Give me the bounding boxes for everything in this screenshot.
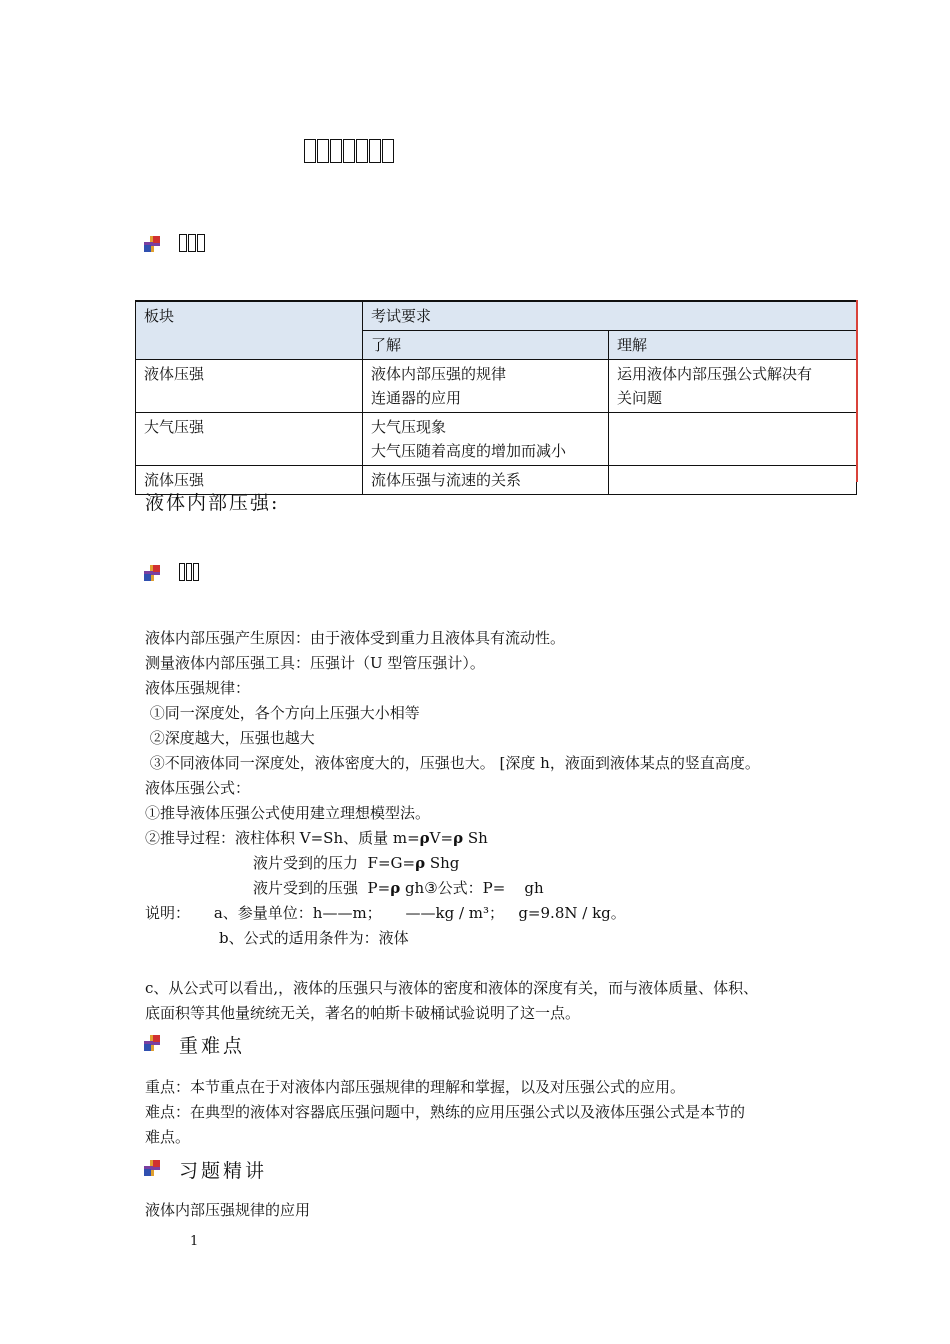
- bullet-icon: [144, 1035, 160, 1051]
- page-number: 1: [190, 1234, 199, 1249]
- section-heading-requirements: [179, 234, 206, 252]
- bullet-icon: [144, 236, 160, 252]
- requirements-table: [135, 300, 857, 495]
- document-title: [304, 139, 395, 163]
- section-heading-exercises: 习题精讲: [179, 1160, 268, 1182]
- bullet-icon: [144, 1160, 160, 1176]
- section-heading-knowledge: [179, 563, 200, 581]
- table-row: 大气压强 大气压现象 大气压随着高度的增加而减小: [136, 413, 857, 466]
- body-line: ②深度越大，压强也越大: [145, 729, 315, 747]
- body-line: 难点。: [145, 1128, 191, 1146]
- col-requirements: 考试要求: [363, 301, 857, 331]
- body-line: 液片受到的压力 F=G=ρ Shg: [253, 854, 460, 872]
- body-line: ③不同液体同一深度处，液体密度大的，压强也大。 [深度 h，液面到液体某点的竖直高度。: [145, 754, 760, 772]
- table-row: 流体压强 流体压强与流速的关系: [136, 466, 857, 495]
- col-understand: 理解: [609, 331, 857, 360]
- body-line: ②推导过程：液柱体积 V=Sh、质量 m=ρV=ρ Sh: [145, 829, 488, 847]
- body-line: 重点：本节重点在于对液体内部压强规律的理解和掌握，以及对压强公式的应用。: [145, 1078, 686, 1096]
- body-line: 液体内部压强产生原因：由于液体受到重力且液体具有流动性。: [145, 629, 566, 647]
- col-know: 了解: [363, 331, 609, 360]
- body-line: 难点：在典型的液体对容器底压强问题中，熟练的应用压强公式以及液体压强公式是本节的: [145, 1103, 746, 1121]
- liquid-pressure-heading: 液体内部压强:: [145, 492, 280, 514]
- body-line: 底面积等其他量统统无关，著名的帕斯卡破桶试验说明了这一点。: [145, 1004, 581, 1022]
- body-line: 液体压强公式：: [145, 779, 251, 797]
- body-line: 液体内部压强规律的应用: [145, 1201, 311, 1219]
- body-line: 测量液体内部压强工具：压强计（U 型管压强计）。: [145, 654, 485, 672]
- bullet-icon: [144, 565, 160, 581]
- body-line: b、公式的适用条件为：液体: [219, 929, 409, 947]
- body-line: 说明： a、参量单位：h——m； ——kg / m³； g=9.8N / kg。: [145, 904, 626, 922]
- section-heading-key-points: 重难点: [179, 1035, 246, 1057]
- body-line: c、从公式可以看出,，液体的压强只与液体的密度和液体的深度有关，而与液体质量、体积、: [145, 979, 759, 997]
- col-block: 板块: [136, 301, 363, 331]
- body-line: 液体压强规律：: [145, 679, 251, 697]
- body-line: ①推导液体压强公式使用建立理想模型法。: [145, 804, 431, 822]
- right-rule: [856, 300, 858, 482]
- body-line: ①同一深度处，各个方向上压强大小相等: [145, 704, 420, 722]
- body-line: 液片受到的压强 P=ρ gh③公式：P= gh: [253, 879, 544, 897]
- table-row: 液体压强 液体内部压强的规律 连通器的应用 运用液体内部压强公式解决有 关问题: [136, 360, 857, 413]
